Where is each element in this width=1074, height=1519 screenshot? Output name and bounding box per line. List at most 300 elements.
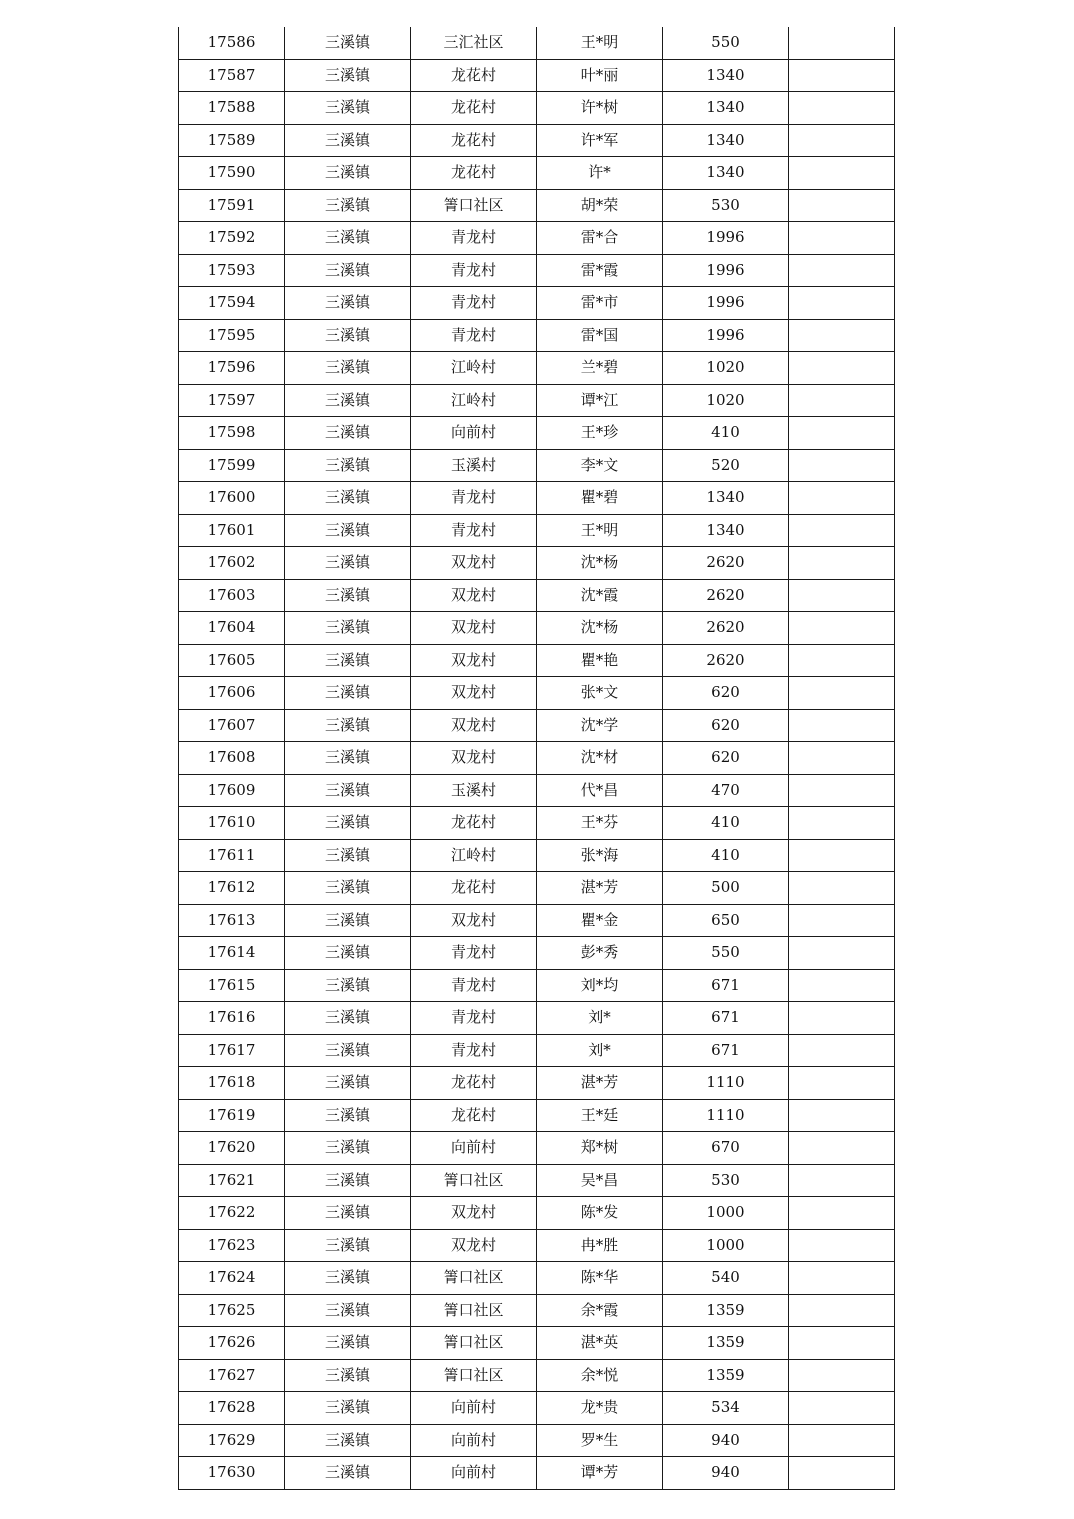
record-id-cell: 17610 — [179, 807, 285, 840]
table-row — [179, 677, 895, 710]
town-cell: 三溪镇 — [285, 482, 411, 515]
table-row — [179, 644, 895, 677]
town-cell: 三溪镇 — [285, 807, 411, 840]
name-cell: 谭*芳 — [537, 1457, 663, 1490]
amount-cell: 1996 — [663, 287, 789, 320]
village-cell: 江岭村 — [411, 839, 537, 872]
amount-cell: 1996 — [663, 254, 789, 287]
town-cell: 三溪镇 — [285, 677, 411, 710]
note-cell — [789, 157, 895, 190]
town-cell: 三溪镇 — [285, 189, 411, 222]
amount-cell: 1340 — [663, 124, 789, 157]
town-cell: 三溪镇 — [285, 937, 411, 970]
amount-cell: 1996 — [663, 319, 789, 352]
record-id-cell: 17597 — [179, 384, 285, 417]
amount-cell: 550 — [663, 27, 789, 59]
table-row — [179, 222, 895, 255]
town-cell: 三溪镇 — [285, 449, 411, 482]
name-cell: 刘* — [537, 1002, 663, 1035]
record-id-cell: 17608 — [179, 742, 285, 775]
note-cell — [789, 1197, 895, 1230]
town-cell: 三溪镇 — [285, 547, 411, 580]
record-id-cell: 17615 — [179, 969, 285, 1002]
record-id-cell: 17602 — [179, 547, 285, 580]
name-cell: 湛*芳 — [537, 1067, 663, 1100]
table-row — [179, 1294, 895, 1327]
name-cell: 湛*芳 — [537, 872, 663, 905]
table-row — [179, 742, 895, 775]
record-id-cell: 17593 — [179, 254, 285, 287]
record-id-cell: 17627 — [179, 1359, 285, 1392]
name-cell: 许*树 — [537, 92, 663, 125]
note-cell — [789, 904, 895, 937]
village-cell: 龙花村 — [411, 1067, 537, 1100]
village-cell: 向前村 — [411, 1392, 537, 1425]
name-cell: 兰*碧 — [537, 352, 663, 385]
village-cell: 青龙村 — [411, 1034, 537, 1067]
town-cell: 三溪镇 — [285, 1132, 411, 1165]
record-id-cell: 17589 — [179, 124, 285, 157]
amount-cell: 534 — [663, 1392, 789, 1425]
town-cell: 三溪镇 — [285, 27, 411, 59]
village-cell: 双龙村 — [411, 709, 537, 742]
record-id-cell: 17596 — [179, 352, 285, 385]
note-cell — [789, 774, 895, 807]
record-id-cell: 17604 — [179, 612, 285, 645]
note-cell — [789, 514, 895, 547]
note-cell — [789, 1457, 895, 1490]
note-cell — [789, 1262, 895, 1295]
amount-cell: 1359 — [663, 1327, 789, 1360]
town-cell: 三溪镇 — [285, 254, 411, 287]
records-table — [178, 27, 895, 1490]
table-row — [179, 287, 895, 320]
name-cell: 雷*合 — [537, 222, 663, 255]
village-cell: 箐口社区 — [411, 189, 537, 222]
table-row — [179, 937, 895, 970]
table-row — [179, 872, 895, 905]
town-cell: 三溪镇 — [285, 1034, 411, 1067]
amount-cell: 1340 — [663, 514, 789, 547]
village-cell: 双龙村 — [411, 742, 537, 775]
name-cell: 瞿*碧 — [537, 482, 663, 515]
note-cell — [789, 254, 895, 287]
table-row — [179, 1067, 895, 1100]
note-cell — [789, 59, 895, 92]
table-row — [179, 774, 895, 807]
amount-cell: 540 — [663, 1262, 789, 1295]
table-row — [179, 59, 895, 92]
amount-cell: 550 — [663, 937, 789, 970]
amount-cell: 410 — [663, 807, 789, 840]
village-cell: 箐口社区 — [411, 1262, 537, 1295]
town-cell: 三溪镇 — [285, 742, 411, 775]
amount-cell: 1359 — [663, 1359, 789, 1392]
record-id-cell: 17595 — [179, 319, 285, 352]
town-cell: 三溪镇 — [285, 1197, 411, 1230]
town-cell: 三溪镇 — [285, 774, 411, 807]
table-row — [179, 1229, 895, 1262]
town-cell: 三溪镇 — [285, 969, 411, 1002]
village-cell: 向前村 — [411, 1424, 537, 1457]
name-cell: 胡*荣 — [537, 189, 663, 222]
table-row — [179, 482, 895, 515]
table-row — [179, 1359, 895, 1392]
record-id-cell: 17605 — [179, 644, 285, 677]
town-cell: 三溪镇 — [285, 417, 411, 450]
record-id-cell: 17609 — [179, 774, 285, 807]
town-cell: 三溪镇 — [285, 92, 411, 125]
record-id-cell: 17624 — [179, 1262, 285, 1295]
town-cell: 三溪镇 — [285, 59, 411, 92]
town-cell: 三溪镇 — [285, 839, 411, 872]
table-row — [179, 612, 895, 645]
village-cell: 玉溪村 — [411, 449, 537, 482]
town-cell: 三溪镇 — [285, 709, 411, 742]
table-row — [179, 124, 895, 157]
table-row — [179, 384, 895, 417]
name-cell: 沈*杨 — [537, 612, 663, 645]
name-cell: 张*文 — [537, 677, 663, 710]
town-cell: 三溪镇 — [285, 904, 411, 937]
note-cell — [789, 352, 895, 385]
table-row — [179, 352, 895, 385]
record-id-cell: 17586 — [179, 27, 285, 59]
town-cell: 三溪镇 — [285, 319, 411, 352]
table-row — [179, 449, 895, 482]
village-cell: 双龙村 — [411, 1197, 537, 1230]
name-cell: 刘*均 — [537, 969, 663, 1002]
note-cell — [789, 124, 895, 157]
name-cell: 刘* — [537, 1034, 663, 1067]
village-cell: 青龙村 — [411, 514, 537, 547]
record-id-cell: 17594 — [179, 287, 285, 320]
record-id-cell: 17598 — [179, 417, 285, 450]
town-cell: 三溪镇 — [285, 287, 411, 320]
village-cell: 青龙村 — [411, 287, 537, 320]
name-cell: 王*芬 — [537, 807, 663, 840]
name-cell: 叶*丽 — [537, 59, 663, 92]
village-cell: 青龙村 — [411, 222, 537, 255]
village-cell: 龙花村 — [411, 92, 537, 125]
record-id-cell: 17612 — [179, 872, 285, 905]
note-cell — [789, 222, 895, 255]
amount-cell: 1340 — [663, 92, 789, 125]
record-id-cell: 17587 — [179, 59, 285, 92]
town-cell: 三溪镇 — [285, 1002, 411, 1035]
table-row — [179, 1262, 895, 1295]
name-cell: 冉*胜 — [537, 1229, 663, 1262]
name-cell: 许* — [537, 157, 663, 190]
name-cell: 王*明 — [537, 27, 663, 59]
village-cell: 青龙村 — [411, 969, 537, 1002]
town-cell: 三溪镇 — [285, 352, 411, 385]
village-cell: 双龙村 — [411, 904, 537, 937]
note-cell — [789, 742, 895, 775]
village-cell: 箐口社区 — [411, 1359, 537, 1392]
village-cell: 箐口社区 — [411, 1294, 537, 1327]
amount-cell: 671 — [663, 969, 789, 1002]
note-cell — [789, 547, 895, 580]
note-cell — [789, 482, 895, 515]
table-row — [179, 319, 895, 352]
table-row — [179, 839, 895, 872]
table-row — [179, 417, 895, 450]
record-id-cell: 17588 — [179, 92, 285, 125]
village-cell: 向前村 — [411, 1132, 537, 1165]
record-id-cell: 17630 — [179, 1457, 285, 1490]
town-cell: 三溪镇 — [285, 1424, 411, 1457]
amount-cell: 1340 — [663, 482, 789, 515]
note-cell — [789, 449, 895, 482]
amount-cell: 670 — [663, 1132, 789, 1165]
note-cell — [789, 92, 895, 125]
name-cell: 陈*华 — [537, 1262, 663, 1295]
table-row — [179, 1424, 895, 1457]
name-cell: 沈*材 — [537, 742, 663, 775]
town-cell: 三溪镇 — [285, 1164, 411, 1197]
record-id-cell: 17621 — [179, 1164, 285, 1197]
town-cell: 三溪镇 — [285, 1229, 411, 1262]
amount-cell: 530 — [663, 189, 789, 222]
record-id-cell: 17616 — [179, 1002, 285, 1035]
note-cell — [789, 1327, 895, 1360]
amount-cell: 2620 — [663, 579, 789, 612]
village-cell: 青龙村 — [411, 254, 537, 287]
village-cell: 双龙村 — [411, 579, 537, 612]
note-cell — [789, 644, 895, 677]
village-cell: 青龙村 — [411, 482, 537, 515]
town-cell: 三溪镇 — [285, 384, 411, 417]
note-cell — [789, 287, 895, 320]
note-cell — [789, 839, 895, 872]
record-id-cell: 17599 — [179, 449, 285, 482]
name-cell: 余*悦 — [537, 1359, 663, 1392]
village-cell: 玉溪村 — [411, 774, 537, 807]
record-id-cell: 17628 — [179, 1392, 285, 1425]
amount-cell: 1110 — [663, 1067, 789, 1100]
village-cell: 龙花村 — [411, 124, 537, 157]
note-cell — [789, 872, 895, 905]
records-table-body — [179, 27, 895, 1489]
village-cell: 三汇社区 — [411, 27, 537, 59]
name-cell: 代*昌 — [537, 774, 663, 807]
village-cell: 向前村 — [411, 417, 537, 450]
note-cell — [789, 677, 895, 710]
table-row — [179, 579, 895, 612]
note-cell — [789, 1359, 895, 1392]
town-cell: 三溪镇 — [285, 1392, 411, 1425]
town-cell: 三溪镇 — [285, 1099, 411, 1132]
table-row — [179, 1327, 895, 1360]
town-cell: 三溪镇 — [285, 222, 411, 255]
name-cell: 瞿*金 — [537, 904, 663, 937]
name-cell: 谭*江 — [537, 384, 663, 417]
record-id-cell: 17614 — [179, 937, 285, 970]
amount-cell: 620 — [663, 742, 789, 775]
note-cell — [789, 579, 895, 612]
note-cell — [789, 937, 895, 970]
name-cell: 雷*市 — [537, 287, 663, 320]
table-row — [179, 1034, 895, 1067]
table-row — [179, 709, 895, 742]
village-cell: 双龙村 — [411, 612, 537, 645]
table-row — [179, 157, 895, 190]
village-cell: 龙花村 — [411, 1099, 537, 1132]
village-cell: 青龙村 — [411, 937, 537, 970]
table-row — [179, 27, 895, 59]
town-cell: 三溪镇 — [285, 1294, 411, 1327]
village-cell: 箐口社区 — [411, 1327, 537, 1360]
note-cell — [789, 1164, 895, 1197]
name-cell: 沈*霞 — [537, 579, 663, 612]
record-id-cell: 17618 — [179, 1067, 285, 1100]
note-cell — [789, 1294, 895, 1327]
town-cell: 三溪镇 — [285, 1359, 411, 1392]
amount-cell: 2620 — [663, 547, 789, 580]
note-cell — [789, 27, 895, 59]
note-cell — [789, 1392, 895, 1425]
record-id-cell: 17620 — [179, 1132, 285, 1165]
amount-cell: 1020 — [663, 352, 789, 385]
town-cell: 三溪镇 — [285, 124, 411, 157]
table-row — [179, 1164, 895, 1197]
record-id-cell: 17606 — [179, 677, 285, 710]
village-cell: 双龙村 — [411, 644, 537, 677]
village-cell: 龙花村 — [411, 59, 537, 92]
town-cell: 三溪镇 — [285, 872, 411, 905]
table-row — [179, 92, 895, 125]
record-id-cell: 17603 — [179, 579, 285, 612]
name-cell: 雷*国 — [537, 319, 663, 352]
amount-cell: 940 — [663, 1424, 789, 1457]
table-row — [179, 514, 895, 547]
note-cell — [789, 807, 895, 840]
village-cell: 双龙村 — [411, 547, 537, 580]
town-cell: 三溪镇 — [285, 1067, 411, 1100]
amount-cell: 2620 — [663, 612, 789, 645]
name-cell: 郑*树 — [537, 1132, 663, 1165]
amount-cell: 1020 — [663, 384, 789, 417]
record-id-cell: 17626 — [179, 1327, 285, 1360]
name-cell: 湛*英 — [537, 1327, 663, 1360]
table-row — [179, 1457, 895, 1490]
amount-cell: 410 — [663, 417, 789, 450]
name-cell: 余*霞 — [537, 1294, 663, 1327]
name-cell: 彭*秀 — [537, 937, 663, 970]
amount-cell: 1000 — [663, 1197, 789, 1230]
town-cell: 三溪镇 — [285, 612, 411, 645]
record-id-cell: 17591 — [179, 189, 285, 222]
amount-cell: 2620 — [663, 644, 789, 677]
table-row — [179, 254, 895, 287]
note-cell — [789, 1067, 895, 1100]
town-cell: 三溪镇 — [285, 579, 411, 612]
village-cell: 江岭村 — [411, 384, 537, 417]
table-row — [179, 1132, 895, 1165]
village-cell: 龙花村 — [411, 807, 537, 840]
village-cell: 箐口社区 — [411, 1164, 537, 1197]
record-id-cell: 17592 — [179, 222, 285, 255]
amount-cell: 671 — [663, 1034, 789, 1067]
village-cell: 青龙村 — [411, 319, 537, 352]
record-id-cell: 17622 — [179, 1197, 285, 1230]
village-cell: 青龙村 — [411, 1002, 537, 1035]
record-id-cell: 17625 — [179, 1294, 285, 1327]
name-cell: 王*廷 — [537, 1099, 663, 1132]
village-cell: 双龙村 — [411, 1229, 537, 1262]
table-row — [179, 1099, 895, 1132]
name-cell: 雷*霞 — [537, 254, 663, 287]
note-cell — [789, 1002, 895, 1035]
town-cell: 三溪镇 — [285, 1327, 411, 1360]
table-row — [179, 1002, 895, 1035]
name-cell: 张*海 — [537, 839, 663, 872]
name-cell: 沈*杨 — [537, 547, 663, 580]
record-id-cell: 17619 — [179, 1099, 285, 1132]
town-cell: 三溪镇 — [285, 1262, 411, 1295]
table-row — [179, 807, 895, 840]
table-row — [179, 904, 895, 937]
town-cell: 三溪镇 — [285, 1457, 411, 1490]
amount-cell: 1340 — [663, 59, 789, 92]
amount-cell: 671 — [663, 1002, 789, 1035]
name-cell: 李*文 — [537, 449, 663, 482]
note-cell — [789, 1132, 895, 1165]
name-cell: 瞿*艳 — [537, 644, 663, 677]
note-cell — [789, 1099, 895, 1132]
note-cell — [789, 384, 895, 417]
village-cell: 龙花村 — [411, 157, 537, 190]
amount-cell: 1359 — [663, 1294, 789, 1327]
record-id-cell: 17611 — [179, 839, 285, 872]
amount-cell: 1340 — [663, 157, 789, 190]
village-cell: 江岭村 — [411, 352, 537, 385]
record-id-cell: 17629 — [179, 1424, 285, 1457]
record-id-cell: 17623 — [179, 1229, 285, 1262]
table-row — [179, 189, 895, 222]
name-cell: 吴*昌 — [537, 1164, 663, 1197]
note-cell — [789, 1424, 895, 1457]
amount-cell: 410 — [663, 839, 789, 872]
village-cell: 向前村 — [411, 1457, 537, 1490]
record-id-cell: 17617 — [179, 1034, 285, 1067]
amount-cell: 520 — [663, 449, 789, 482]
name-cell: 罗*生 — [537, 1424, 663, 1457]
record-id-cell: 17590 — [179, 157, 285, 190]
note-cell — [789, 612, 895, 645]
table-row — [179, 1197, 895, 1230]
amount-cell: 650 — [663, 904, 789, 937]
record-id-cell: 17600 — [179, 482, 285, 515]
amount-cell: 500 — [663, 872, 789, 905]
record-id-cell: 17607 — [179, 709, 285, 742]
amount-cell: 1996 — [663, 222, 789, 255]
amount-cell: 530 — [663, 1164, 789, 1197]
amount-cell: 1110 — [663, 1099, 789, 1132]
table-row — [179, 547, 895, 580]
name-cell: 陈*发 — [537, 1197, 663, 1230]
name-cell: 许*军 — [537, 124, 663, 157]
name-cell: 王*明 — [537, 514, 663, 547]
amount-cell: 620 — [663, 677, 789, 710]
amount-cell: 1000 — [663, 1229, 789, 1262]
town-cell: 三溪镇 — [285, 157, 411, 190]
record-id-cell: 17613 — [179, 904, 285, 937]
amount-cell: 470 — [663, 774, 789, 807]
table-row — [179, 1392, 895, 1425]
town-cell: 三溪镇 — [285, 514, 411, 547]
